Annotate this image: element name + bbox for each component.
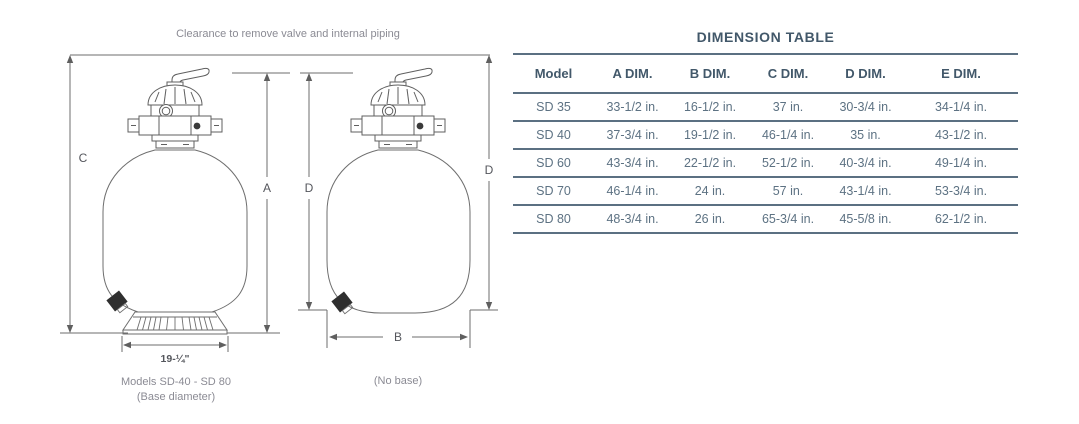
cell-a-dim: 46-1/4 in.	[606, 184, 659, 198]
table-title: DIMENSION TABLE	[696, 29, 835, 45]
cell-e-dim: 53-3/4 in.	[934, 184, 988, 198]
cell-e-dim: 43-1/2 in.	[934, 128, 988, 142]
tank2-drain-fitting	[331, 292, 355, 316]
table-row-sd40	[513, 122, 1018, 150]
column-header-d-dim: D DIM.	[845, 66, 886, 81]
cell-b-dim: 22-1/2 in.	[683, 156, 737, 170]
cell-d-dim: 45-5/8 in.	[839, 212, 892, 226]
table-header-row	[513, 55, 1018, 92]
tank-with-base-drawing	[103, 68, 247, 334]
tank1-base	[123, 312, 227, 334]
table-row-sd80	[513, 206, 1018, 234]
dimension-line-base-diameter	[122, 336, 228, 365]
tank-no-base-drawing	[327, 68, 470, 315]
dimension-line-c	[60, 55, 128, 333]
cell-a-dim: 43-3/4 in.	[606, 156, 659, 170]
multiport-valve-icon	[128, 68, 222, 148]
cell-b-dim: 19-1/2 in.	[683, 128, 737, 142]
cell-e-dim: 49-1/4 in.	[934, 156, 988, 170]
dimension-line-d-left	[298, 73, 353, 310]
cell-d-dim: 40-3/4 in.	[839, 156, 892, 170]
no-base-caption: (No base)	[373, 375, 423, 387]
clearance-note: Clearance to remove valve and internal piping	[176, 28, 400, 40]
column-header-e-dim: E DIM.	[941, 66, 981, 81]
tank1-body	[103, 150, 247, 312]
cell-b-dim: 26 in.	[694, 212, 726, 226]
cell-c-dim: 46-1/4 in.	[761, 128, 815, 142]
column-header-b-dim: B DIM.	[689, 66, 731, 81]
column-header-a-dim: A DIM.	[612, 66, 653, 81]
cell-c-dim: 65-3/4 in.	[761, 212, 815, 226]
cell-c-dim: 37 in.	[772, 100, 804, 114]
dim-label-d-left: D	[304, 181, 314, 195]
dim-label-d-right: D	[484, 163, 494, 177]
table-row-sd70	[513, 178, 1018, 206]
cell-model: SD 80	[536, 212, 571, 226]
models-caption: Models SD-40 - SD 80	[120, 376, 232, 388]
cell-model: SD 35	[536, 100, 571, 114]
cell-d-dim: 35 in.	[850, 128, 881, 142]
cell-c-dim: 57 in.	[772, 184, 804, 198]
cell-model: SD 40	[536, 128, 571, 142]
column-header-c-dim: C DIM.	[767, 66, 809, 81]
cell-e-dim: 62-1/2 in.	[934, 212, 988, 226]
dim-label-a: A	[262, 181, 272, 195]
multiport-valve-icon	[351, 68, 445, 148]
dim-label-b: B	[393, 330, 403, 344]
column-header-model: Model	[534, 66, 573, 81]
dimension-line-a	[227, 73, 290, 333]
dim-label-c: C	[78, 151, 88, 165]
cell-d-dim: 43-1/4 in.	[839, 184, 892, 198]
cell-e-dim: 34-1/4 in.	[934, 100, 988, 114]
cell-d-dim: 30-3/4 in.	[839, 100, 892, 114]
table-row-sd60	[513, 150, 1018, 178]
base-diameter-value: 19-¼"	[160, 353, 190, 365]
cell-model: SD 60	[536, 156, 571, 170]
dimension-line-b	[327, 310, 470, 348]
cell-b-dim: 24 in.	[694, 184, 726, 198]
table-row-sd35	[513, 94, 1018, 122]
cell-a-dim: 37-3/4 in.	[606, 128, 659, 142]
dimension-table	[513, 28, 1018, 234]
cell-a-dim: 48-3/4 in.	[606, 212, 659, 226]
cell-model: SD 70	[536, 184, 571, 198]
cell-a-dim: 33-1/2 in.	[606, 100, 659, 114]
base-diameter-caption: (Base diameter)	[136, 391, 216, 403]
dimension-line-d-right	[470, 55, 498, 310]
tank1-drain-fitting	[106, 291, 130, 315]
tank2-body	[327, 150, 470, 313]
cell-c-dim: 52-1/2 in.	[761, 156, 815, 170]
filter-dimension-diagram	[0, 0, 510, 424]
cell-b-dim: 16-1/2 in.	[683, 100, 737, 114]
